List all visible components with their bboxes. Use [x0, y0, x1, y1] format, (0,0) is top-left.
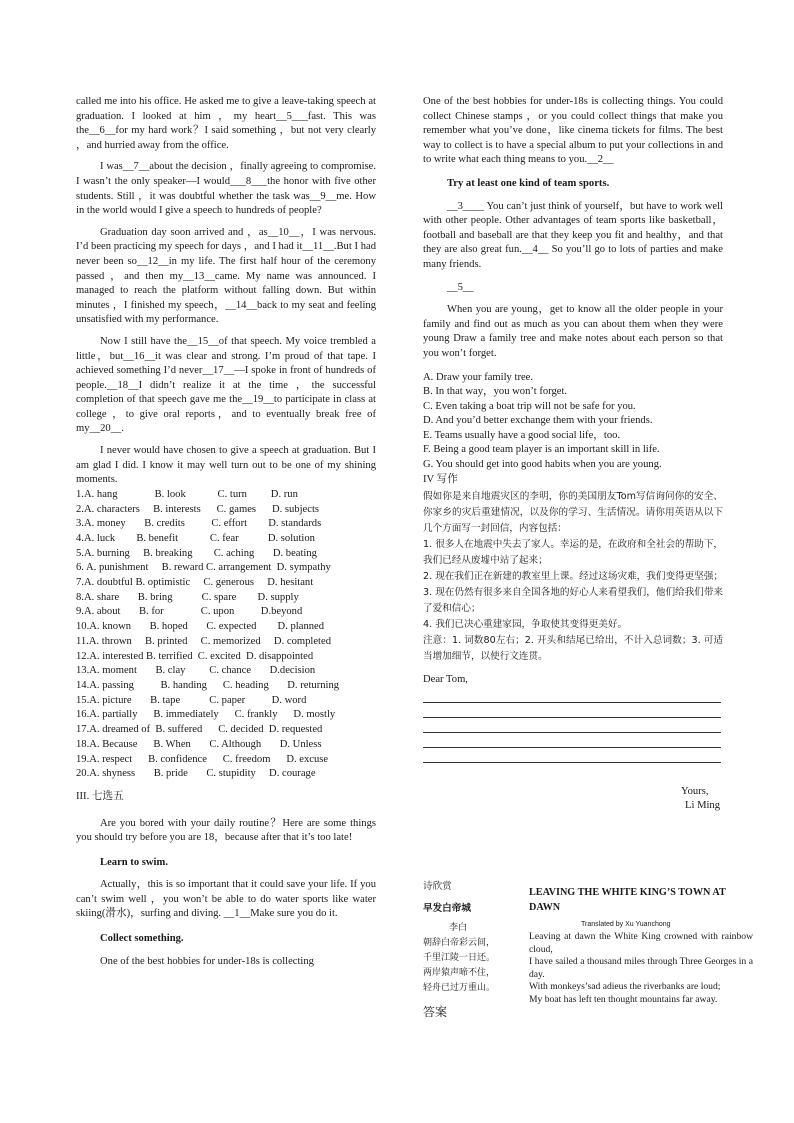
option-row: 16.A. partially B. immediately C. frankly D. mostly [76, 709, 336, 721]
choice-item: B. In that way，you won’t forget. [423, 386, 568, 398]
answers-label: 答案 [423, 1005, 448, 1019]
poem-en-title: LEAVING THE WHITE KING’S TOWN AT DAWN [529, 887, 726, 913]
writing-prompt: 假如你是来自地震灾区的李明，你的美国朋友Tom写信询问你的安全、你家乡的灾后重建情况，以及你的学习、生活情况。请你用英语从以下几个方面写一封回信，内容包括： [423, 491, 723, 535]
writing-line [423, 688, 721, 703]
poem-translator: Translated by Xu Yuanchong [581, 921, 671, 928]
choice-item: D. And you’d better exchange them with your friends. [423, 415, 653, 427]
choice-item: A. Draw your family tree. [423, 371, 534, 383]
poem-english [529, 886, 753, 1007]
option-row: 10.A. known B. hoped C. expected D. planned [76, 621, 325, 633]
passage-paragraph-4: Now I still have the__15__of that speech. My voice trembled a little，but__16__it was clear and strong. I’m proud of that tape. I achieved something I’d never__17__—I spoke in front of hundreds of people.__18__I didn’t realize it at the time ，the successful completion of that speech gave me the__19__to participate in class at college ，to give oral reports，and to eventually break free of my__20__. [76, 335, 376, 435]
option-row: 14.A. passing B. handing C. heading D. returning [76, 679, 340, 691]
option-row: 20.A. shyness B. pride C. stupidity D. courage [76, 768, 316, 780]
poem-en-line: With monkeys’sad adieus the riverbanks are loud; [529, 981, 721, 993]
tip-heading-1: Learn to swim. [100, 856, 168, 868]
cloze-options [76, 488, 376, 782]
poem-en-line: My boat has left ten thought mountains far away. [529, 993, 718, 1005]
left-column [76, 95, 376, 969]
tip-paragraph-4: When you are young，get to know all the older people in your family and find out as much as you can about them when they were young Draw a family tree and make notes about each person so that you won’t forget. [423, 304, 723, 359]
section-4-title: IV 写作 [423, 473, 458, 485]
poem-cn-line: 朝辞白帝彩云间， [423, 938, 496, 948]
option-row: 7.A. doubtful B. optimistic C. generous D. hesitant [76, 577, 314, 589]
poem-cn-author: 李白 [449, 923, 468, 933]
option-row: 12.A. interested B. terrified C. excited D. disappointed [76, 650, 314, 662]
writing-point: 2. 现在我们正在新建的教室里上课。经过这场灾难，我们变得更坚强； [423, 571, 724, 583]
passage-paragraph-5: I never would have chosen to give a speech at graduation. But I am glad I did. I know it may well turn out to be one of my shining moments. [76, 445, 376, 486]
signature: Li Ming [685, 800, 721, 812]
tip-heading-2: Collect something. [100, 933, 184, 945]
poem-cn-title: 早发白帝城 [423, 903, 471, 914]
passage-paragraph-3: Graduation day soon arrived and ，as__10__，I was nervous. I’d been practicing my speech for days ，and I had it__11__.But I had never been so__12__in my life. The first half hour of the ceremony passed ，and then my__13__came. My name was announced. I managed to reach the platform without falling down. But within minutes ，I finished my speech，__14__back to my seat and feeling unsatisfied with my performance. [76, 226, 376, 326]
option-row: 15.A. picture B. tape C. paper D. word [76, 694, 307, 706]
option-row: 17.A. dreamed of B. suffered C. decided D. requested [76, 724, 323, 736]
closing: Yours, [681, 785, 709, 797]
poem-cn-line: 千里江陵一日还。 [423, 953, 496, 963]
tip-paragraph-2: One of the best hobbies for under-18s is collecting things. You could collect Chinese stamps ，or you could collect things that make you remember what you’ve done，like cinema tickets for films. The best way to collect is to have a special album to put your collections in and to write what each thing means to you.__2__ [423, 96, 723, 166]
passage-paragraph-2: I was__7__about the decision ，finally agreeing to compromise. I wasn’t the only speaker—I would___8___the honor with five other students. Still ，it was doubtful whether the task was__9__me. How in the world would I give a speech to hundreds of people? [76, 161, 376, 217]
option-row: 8.A. share B. bring C. spare D. supply [76, 591, 299, 603]
option-row: 13.A. moment B. clay C. chance D.decision [76, 665, 316, 677]
option-row: 6. A. punishment B. reward C. arrangement D. sympathy [76, 562, 331, 574]
tip-paragraph-2-start: One of the best hobbies for under-18s is collecting [100, 955, 314, 967]
choice-item: G. You should get into good habits when you are young. [423, 459, 662, 471]
poem-section-label: 诗欣赏 [423, 881, 452, 892]
salutation: Dear Tom, [423, 674, 468, 686]
option-row: 2.A. characters B. interests C. games D. subjects [76, 503, 320, 515]
choice-item: E. Teams usually have a good social life，too. [423, 429, 621, 441]
passage-paragraph-1: called me into his office. He asked me to give a leave-taking speech at graduation. I looked at him ，my heart__5___fast. This was the__6__for my hard work？I said something ，but not very clearly ，and hurried away from the office. [76, 96, 376, 151]
option-row: 4.A. luck B. benefit C. fear D. solution [76, 532, 315, 544]
writing-point: 1. 很多人在地震中失去了家人。幸运的是，在政府和全社会的帮助下，我们已经从废墟中站了起来； [423, 539, 724, 567]
writing-point: 4. 我们已决心重建家园，争取使其变得更美好。 [423, 619, 628, 631]
choice-item: F. Being a good team player is an important skill in life. [423, 444, 660, 456]
writing-line [423, 703, 721, 718]
option-row: 19.A. respect B. confidence C. freedom D. excuse [76, 753, 329, 765]
choice-item: C. Even taking a boat trip will not be safe for you. [423, 400, 636, 412]
option-row: 9.A. about B. for C. upon D.beyond [76, 606, 303, 618]
tip-paragraph-1: Actually，this is so important that it could save your life. If you can’t swim well ，you won’t be able to do water sports like water skiing(滑水)，surfing and diving. __1__Make sure you do it. [76, 879, 376, 920]
poem-chinese [423, 879, 543, 996]
option-row: 3.A. money B. credits C. effort D. standards [76, 518, 322, 530]
option-row: 1.A. hang B. look C. turn D. run [76, 488, 298, 500]
option-row: 5.A. burning B. breaking C. aching D. beating [76, 547, 317, 559]
writing-line [423, 718, 721, 733]
blank-5: __5__ [447, 281, 474, 293]
right-column [423, 95, 723, 814]
answer-lines [423, 688, 721, 763]
writing-note: 注意：1. 词数80左右；2. 开头和结尾已给出，不计入总词数；3. 可适当增加细节，以使行文连贯。 [423, 635, 723, 663]
tip-paragraph-3: __3____ You can’t just think of yourself，but have to work well with other people. Other advantages of team sports like basketball，football and baseball are that they keep you fit and healthy，and that they are also great fun.__4__ So you’ll go to lots of parties and make many friends. [423, 200, 723, 270]
poem-en-line: I have sailed a thousand miles through Three Georges in a day. [529, 956, 753, 980]
choice-list [423, 371, 723, 473]
option-row: 11.A. thrown B. printed C. memorized D. completed [76, 635, 331, 647]
poem-cn-line: 两岸猿声啼不住， [423, 968, 496, 978]
writing-line [423, 733, 721, 748]
section-3-title: III. 七选五 [76, 790, 124, 802]
poem-en-line: Leaving at dawn the White King crowned with rainbow cloud, [529, 931, 753, 955]
section-3-intro: Are you bored with your daily routine？Here are some things you should try before you are 18，because after that it’s too late! [76, 817, 376, 844]
option-row: 18.A. Because B. When C. Although D. Unless [76, 738, 322, 750]
writing-line [423, 748, 721, 763]
tip-heading-3: Try at least one kind of team sports. [447, 177, 610, 189]
writing-point: 3. 现在仍然有很多来自全国各地的好心人来看望我们，他们给我们带来了爱和信心； [423, 587, 724, 615]
poem-cn-line: 轻舟已过万重山。 [423, 983, 496, 993]
